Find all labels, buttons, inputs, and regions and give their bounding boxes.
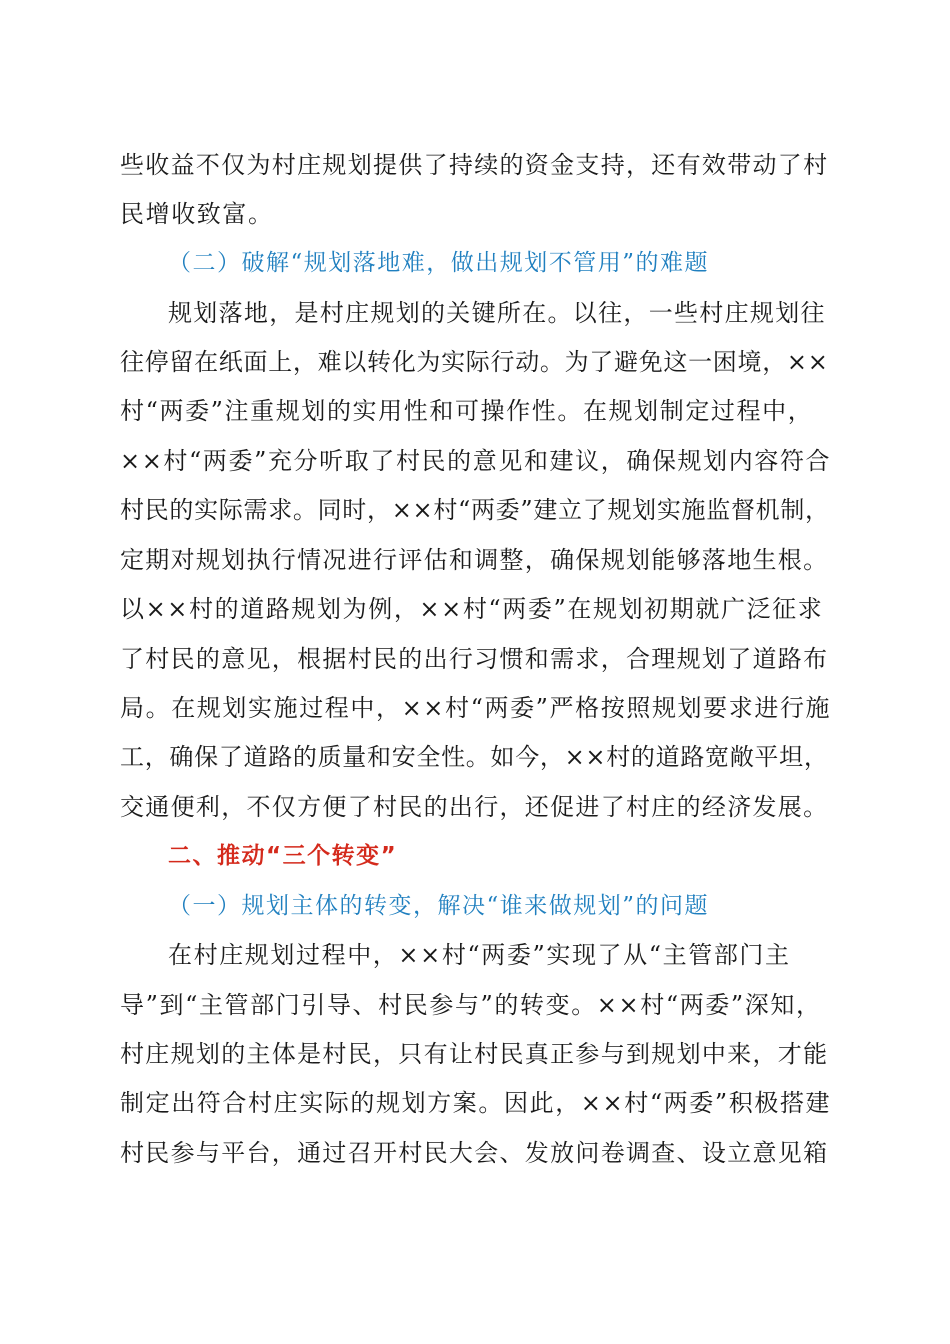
paragraph-line: 制定出符合村庄实际的规划方案。因此，××村“两委”积极搭建 [120, 1089, 832, 1117]
section-heading: 二、推动“三个转变” [168, 843, 398, 869]
paragraph-line: 村庄规划的主体是村民，只有让村民真正参与到规划中来，才能 [120, 1040, 829, 1068]
paragraph-line: 村民的实际需求。同时，××村“两委”建立了规划实施监督机制， [120, 496, 830, 524]
paragraph-line: 定期对规划执行情况进行评估和调整，确保规划能够落地生根。 [120, 546, 829, 574]
paragraph-line: 导”到“主管部门引导、村民参与”的转变。××村“两委”深知， [120, 991, 822, 1019]
paragraph-line: 村民参与平台，通过召开村民大会、发放问卷调查、设立意见箱 [120, 1139, 829, 1167]
paragraph-line: 些收益不仅为村庄规划提供了持续的资金支持，还有效带动了村 [120, 151, 829, 179]
section-subheading: （一）规划主体的转变，解决“谁来做规划”的问题 [168, 893, 710, 919]
paragraph-line: 交通便利，不仅方便了村民的出行，还促进了村庄的经济发展。 [120, 793, 829, 821]
paragraph-line: 局。在规划实施过程中，××村“两委”严格按照规划要求进行施 [120, 694, 832, 722]
paragraph-line: 工，确保了道路的质量和安全性。如今，××村的道路宽敞平坦， [120, 743, 829, 771]
paragraph-line: 以××村的道路规划为例，××村“两委”在规划初期就广泛征求 [120, 595, 824, 623]
paragraph-line: ××村“两委”充分听取了村民的意见和建议，确保规划内容符合 [120, 447, 832, 475]
paragraph-line: 了村民的意见，根据村民的出行习惯和需求，合理规划了道路布 [120, 645, 829, 673]
paragraph-line: 往停留在纸面上，难以转化为实际行动。为了避免这一困境，×× [120, 348, 829, 376]
paragraph-line: 在村庄规划过程中，××村“两委”实现了从“主管部门主 [168, 941, 791, 969]
paragraph-line: 规划落地，是村庄规划的关键所在。以往，一些村庄规划往 [168, 299, 826, 327]
paragraph-line: 村“两委”注重规划的实用性和可操作性。在规划制定过程中， [120, 397, 814, 425]
paragraph-line: 民增收致富。 [120, 200, 274, 228]
section-subheading: （二）破解“规划落地难，做出规划不管用”的难题 [168, 250, 710, 276]
